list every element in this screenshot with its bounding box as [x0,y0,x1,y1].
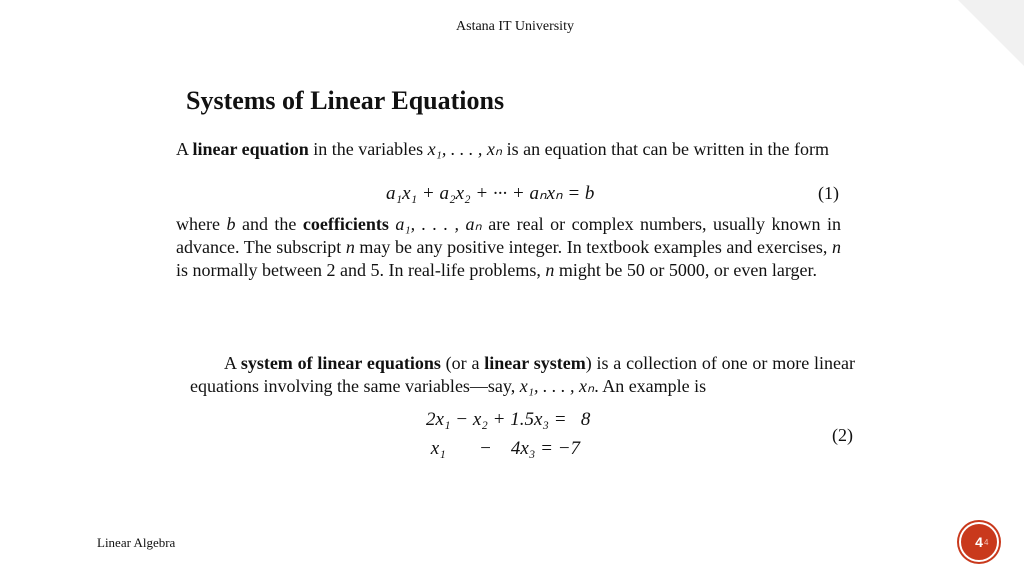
slide-header: Astana IT University [456,19,574,34]
page-number: 4 [975,534,983,550]
term-linear-system: linear system [484,353,586,373]
paragraph-linear-system: A system of linear equations (or a linear system) is a collection of one or more linear equations involving the same variables—say, x₁, . . . , xₙ. An example is [190,353,855,396]
slide-footer: Linear Algebra [97,535,176,550]
paragraph-linear-equation: A linear equation in the variables x₁, . . . , xₙ is an equation that can be written in the form [176,139,829,159]
page-number-badge [959,522,999,562]
system-equation-line-1: 2x₁ − x₂ + 1.5x₃ = 8 [426,409,591,430]
slide-title: Systems of Linear Equations [186,86,505,115]
equation-1-number: (1) [818,183,839,203]
equation-2-number: (2) [832,425,853,445]
paragraph-coefficients: where b and the coefficients a₁, . . . , aₙ are real or complex numbers, usually known in advance. The subscript n may be any positive integer. In textbook examples and exercises, n is normally between 2 and 5. In real-life problems, n might be 50 or 5000, or even larger. [176,214,842,280]
page-number-sub: 4 [984,538,989,547]
system-equation-line-2: x₁ − 4x₃ = −7 [426,438,581,459]
term-coefficients: coefficients [302,214,389,234]
equation-1: a₁x₁ + a₂x₂ + ··· + aₙxₙ = b [386,183,595,204]
term-system-of-linear-equations: system of linear equations [240,353,441,373]
term-linear-equation: linear equation [192,139,309,159]
